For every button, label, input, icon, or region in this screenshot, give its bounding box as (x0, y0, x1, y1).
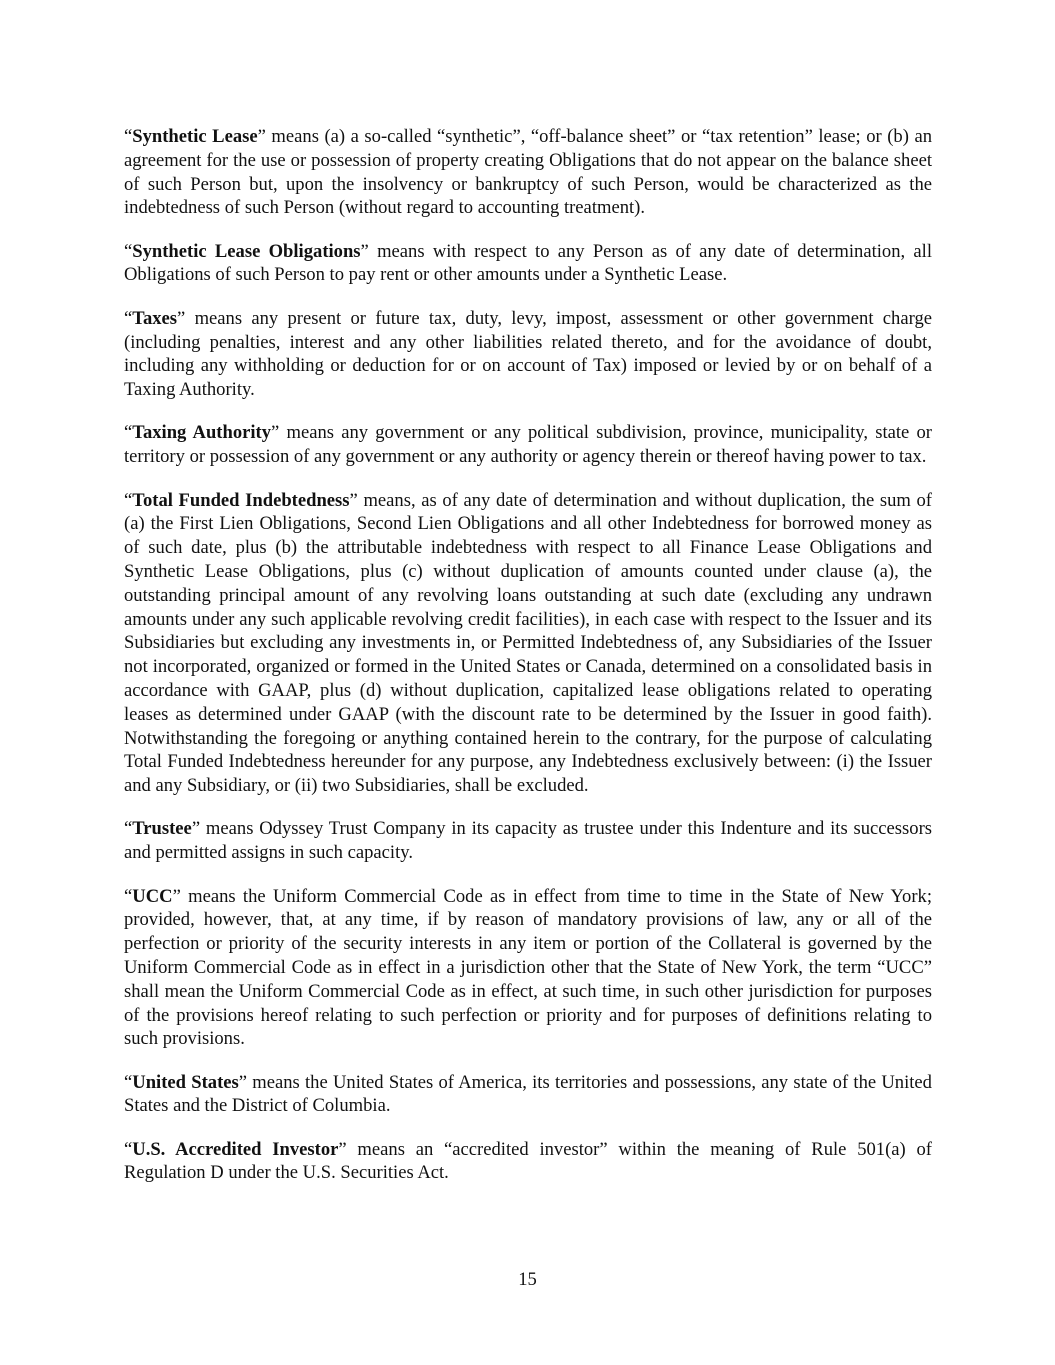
definition-text: means an “accredited investor” within the meaning of Rule 501(a) of Regulation D under the U.S. Securities Act. (124, 1138, 932, 1184)
definition-taxes (124, 307, 932, 402)
open-quote: “ (124, 818, 133, 840)
defined-term: Taxing Authority (132, 422, 272, 444)
defined-term: United States (132, 1071, 239, 1093)
definition-text: means any government or any political subdivision, province, municipality, state or territory or possession of any government or any authority or agency therein or thereof having power to tax. (124, 422, 932, 468)
defined-term: U.S. Accredited Investor (132, 1138, 339, 1160)
definition-total-funded-indebtedness (124, 489, 932, 798)
definition-united-states (124, 1071, 932, 1119)
close-quote: ” (338, 1138, 347, 1160)
defined-term: Synthetic Lease (132, 126, 258, 147)
open-quote: “ (124, 422, 133, 444)
definition-synthetic-lease-obligations (124, 240, 932, 288)
definition-text: means, as of any date of determination and without duplication, the sum of (a) the First Lien Obligations, Second Lien Obligations and all other Indebtedness for borrowed money as of such date, plus (b) the attributable indebtedness with respect to all Finance Lease Obligations and Synthetic Lease Obligations, plus (c) without duplication of amounts counted under clause (a), the outstanding principal amount of any revolving loans outstanding at such date (excluding any undrawn amounts under any such applicable revolving credit facilities), in each case with respect to the Issuer and its Subsidiaries but excluding any investments in, or Permitted Indebtedness of, any Subsidiaries of the Issuer not incorporated, organized or formed in the United States or Canada, determined on a consolidated basis in accordance with GAAP, plus (d) without duplication, capitalized lease obligations related to operating leases as determined under GAAP (with the discount rate to be determined by the Issuer in good faith). Notwithstanding the foregoing or anything contained herein to the contrary, for the purpose of calculating Total Funded Indebtedness hereunder for any purpose, any Indebtedness exclusively between: (i) the Issuer and any Subsidiary, or (ii) two Subsidiaries, shall be excluded. (124, 489, 932, 797)
document-page (124, 125, 932, 1205)
defined-term: UCC (132, 885, 173, 907)
definition-us-accredited-investor (124, 1138, 932, 1186)
close-quote: ” (177, 307, 186, 329)
close-quote: ” (172, 885, 181, 907)
close-quote: ” (271, 422, 280, 444)
definition-taxing-authority (124, 421, 932, 469)
close-quote: ” (191, 818, 201, 840)
open-quote: “ (124, 1071, 133, 1093)
defined-term: Taxes (132, 307, 178, 329)
open-quote: “ (124, 489, 133, 511)
defined-term: Synthetic Lease Obligations (132, 240, 361, 262)
definition-text: means (a) a so-called “synthetic”, “off-balance sheet” or “tax retention” lease; or (b) an agreement for the use or possession of property creating Obligations that do not appear on the balance sheet of such Person but, upon the insolvency or bankruptcy of such Person, would be characterized as the indebtedness of such Person (without regard to accounting treatment). (124, 126, 932, 219)
open-quote: “ (124, 1138, 133, 1160)
close-quote: ” (360, 240, 369, 262)
definition-text: means Odyssey Trust Company in its capacity as trustee under this Indenture and its successors and permitted assigns in such capacity. (124, 818, 932, 864)
definition-synthetic-lease (124, 125, 932, 220)
open-quote: “ (124, 307, 133, 329)
definition-text: means with respect to any Person as of any date of determination, all Obligations of such Person to pay rent or other amounts under a Synthetic Lease. (124, 240, 932, 286)
page-number: 15 (518, 1269, 537, 1290)
definition-ucc (124, 885, 932, 1052)
close-quote: ” (257, 126, 266, 147)
definition-trustee (124, 817, 932, 865)
open-quote: “ (124, 240, 133, 262)
open-quote: “ (124, 126, 133, 147)
defined-term: Total Funded Indebtedness (132, 489, 350, 511)
close-quote: ” (238, 1071, 248, 1093)
definition-text: means the United States of America, its territories and possessions, any state of the United States and the District of Columbia. (124, 1071, 932, 1117)
definition-text: means the Uniform Commercial Code as in effect from time to time in the State of New York; provided, however, that, at any time, if by reason of mandatory provisions of law, any or all of the perfection or priority of the security interests in any item or portion of the Collateral is governed by the Uniform Commercial Code as in effect in a jurisdiction other that the State of New York, the term “UCC” shall mean the Uniform Commercial Code as in effect, at such time, in such other jurisdiction for purposes of the provisions hereof relating to such perfection or priority and for purposes of definitions relating to such provisions. (124, 885, 932, 1050)
defined-term: Trustee (132, 818, 192, 840)
open-quote: “ (124, 885, 133, 907)
definition-text: means any present or future tax, duty, levy, impost, assessment or other government charge (including penalties, interest and any other liabilities related thereto, and for the avoidance of doubt, including any withholding or deduction for or on account of Tax) imposed or levied by or on behalf of a Taxing Authority. (124, 307, 932, 401)
close-quote: ” (349, 489, 358, 511)
